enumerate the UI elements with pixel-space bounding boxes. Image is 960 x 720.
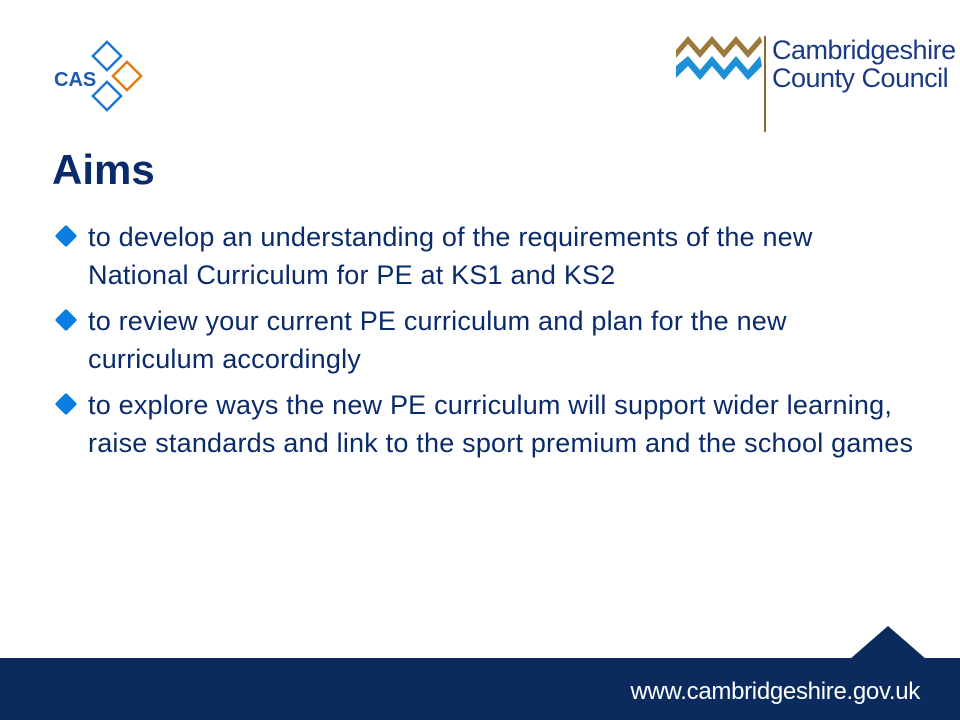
aim-item — [56, 302, 916, 378]
footer-tab-shape — [850, 626, 926, 659]
footer-url[interactable]: www.cambridgeshire.gov.uk — [630, 678, 920, 705]
county-logo-divider — [764, 36, 766, 132]
county-council-logo-mark — [676, 30, 766, 136]
county-logo-line-1: Cambridgeshire — [772, 35, 956, 65]
diamond-bullet-icon — [55, 309, 78, 332]
diamond-bullet-icon — [55, 225, 78, 248]
cas-logo-text: CAS — [54, 69, 97, 91]
aim-text: to develop an understanding of the requirements of the new National Curriculum for PE at KS1 and KS2 — [88, 222, 813, 290]
diamond-bullet-icon — [55, 393, 78, 416]
aim-text: to explore ways the new PE curriculum will support wider learning, raise standards and link to the sport premium and the school games — [88, 390, 914, 458]
county-logo-line-2: County Council — [772, 63, 949, 93]
cas-logo — [50, 40, 150, 130]
slide-title: Aims — [52, 146, 155, 193]
aim-item — [56, 218, 916, 294]
aim-item — [56, 386, 916, 462]
county-council-logo-text — [772, 36, 956, 92]
aims-list — [56, 218, 916, 470]
aim-text: to review your current PE curriculum and plan for the new curriculum accordingly — [88, 306, 787, 374]
